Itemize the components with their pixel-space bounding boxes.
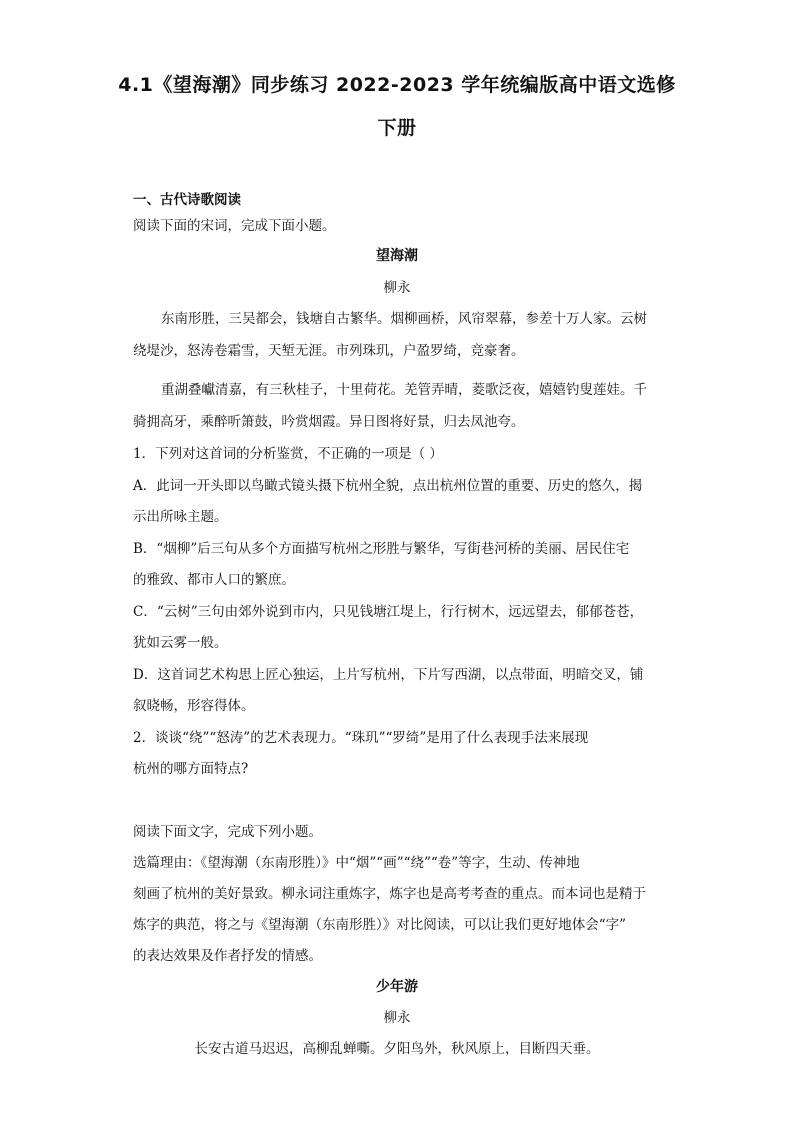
question-2-continued: 杭州的哪方面特点?: [133, 761, 249, 777]
poem-author: 柳永: [383, 280, 411, 296]
rationale-text: 选篇理由：《望海潮（东南形胜）》中“烟”“画”“绕”“卷”等字，生动、传神地: [133, 855, 580, 871]
option-a: A．此词一开头即以鸟瞰式镜头摄下杭州全貌，点出杭州位置的重要、历史的悠久，揭: [133, 478, 643, 494]
rationale-text: 的表达效果及作者抒发的情感。: [133, 948, 322, 964]
poem-line: 东南形胜，三吴都会，钱塘自古繁华。烟柳画桥，风帘翠幕，参差十万人家。云树: [161, 311, 647, 327]
option-a-continued: 示出所咏主题。: [133, 509, 228, 525]
option-c-continued: 犹如云雾一般。: [133, 635, 228, 651]
poem-line-2: 长安古道马迟迟，高柳乱蝉嘶。夕阳鸟外，秋风原上，目断四天垂。: [194, 1041, 600, 1057]
reading-instruction: 阅读下面的宋词，完成下面小题。: [133, 218, 336, 234]
option-b-continued: 的雅致、都市人口的繁庶。: [133, 572, 295, 588]
poem-title-2: 少年游: [376, 979, 418, 995]
option-b: B．“烟柳”后三句从多个方面描写杭州之形胜与繁华，写街巷河桥的美丽、居民住宅: [133, 541, 630, 557]
rationale-text: 刻画了杭州的美好景致。柳永词注重炼字，炼字也是高考考查的重点。而本词也是精于: [133, 886, 646, 902]
poem-line: 重湖叠巘清嘉，有三秋桂子，十里荷花。羌管弄晴，菱歌泛夜，嬉嬉钓叟莲娃。千: [161, 382, 647, 398]
option-c: C．“云树”三句由郊外说到市内，只见钱塘江堤上，行行树木，远远望去，郁郁苍苍，: [133, 604, 644, 620]
document-title: 4.1《望海潮》同步练习 2022-2023 学年统编版高中语文选修: [118, 74, 676, 96]
reading-instruction-2: 阅读下面文字，完成下列小题。: [133, 824, 322, 840]
option-d-continued: 叙晓畅，形容得体。: [133, 698, 255, 714]
poem-author-2: 柳永: [383, 1010, 411, 1026]
poem-line: 骑拥高牙，乘醉听箫鼓，吟赏烟霞。异日图将好景，归去凤池夸。: [133, 414, 525, 430]
section-heading: 一、古代诗歌阅读: [133, 192, 241, 208]
poem-title: 望海潮: [376, 248, 418, 264]
option-d: D．这首词艺术构思上匠心独运，上片写杭州，下片写西湖，以点带面，明暗交叉，铺: [133, 667, 644, 683]
question-stem: 1．下列对这首词的分析鉴赏，不正确的一项是（ ）: [133, 446, 443, 462]
rationale-text: 炼字的典范，将之与《望海潮（东南形胜）》对比阅读，可以让我们更好地体会“字”: [133, 917, 627, 933]
poem-line: 绕堤沙，怒涛卷霜雪，天堑无涯。市列珠玑，户盈罗绮，竞豪奢。: [133, 343, 525, 359]
question-2: 2．谈谈“绕”“怒涛”的艺术表现力。“珠玑”“罗绮”是用了什么表现手法来展现: [133, 730, 589, 746]
document-title-continued: 下册: [377, 117, 417, 139]
